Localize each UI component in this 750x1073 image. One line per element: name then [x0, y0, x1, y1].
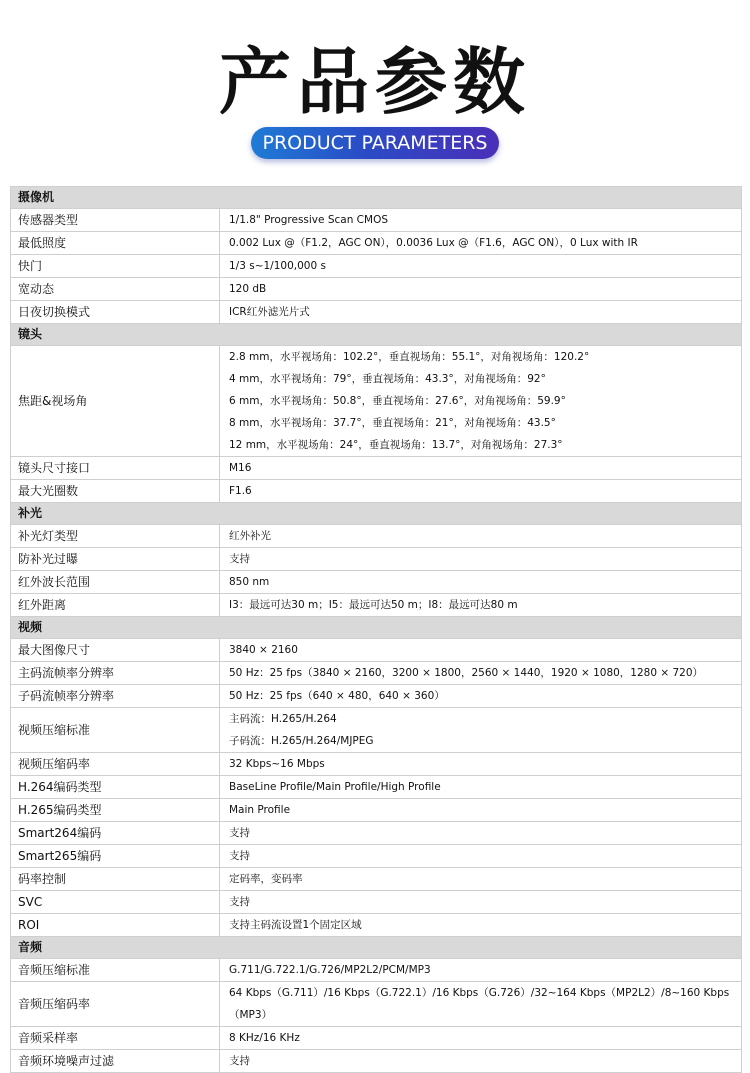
spec-value-line: 子码流：H.265/H.264/MJPEG — [229, 735, 374, 747]
spec-value: G.711/G.722.1/G.726/MP2L2/PCM/MP3 — [220, 959, 742, 982]
spec-value: 32 Kbps~16 Mbps — [220, 753, 742, 776]
spec-value: 8 KHz/16 KHz — [220, 1027, 742, 1050]
spec-value-line: 6 mm，水平视场角：50.8°，垂直视场角：27.6°，对角视场角：59.9° — [229, 395, 566, 407]
spec-value: 850 nm — [220, 571, 742, 594]
spec-row — [11, 799, 742, 822]
page-title: 产品参数 — [218, 40, 531, 124]
spec-value — [220, 346, 742, 457]
spec-value: 64 Kbps（G.711）/16 Kbps（G.722.1）/16 Kbps（G.726）/32~164 Kbps（MP2L2）/8~160 Kbps（MP3） — [220, 982, 742, 1027]
spec-row — [11, 232, 742, 255]
spec-value: 定码率，变码率 — [220, 868, 742, 891]
spec-label: 日夜切换模式 — [11, 301, 220, 324]
spec-value: 支持主码流设置1个固定区域 — [220, 914, 742, 937]
page-header — [0, 0, 750, 187]
spec-label: 最低照度 — [11, 232, 220, 255]
spec-label: 音频环境噪声过滤 — [11, 1050, 220, 1073]
spec-row — [11, 525, 742, 548]
spec-label: 最大光圈数 — [11, 480, 220, 503]
spec-value: 1/3 s~1/100,000 s — [220, 255, 742, 278]
section-title: 音频 — [11, 937, 742, 959]
section-title: 补光 — [11, 503, 742, 525]
spec-label: Smart264编码 — [11, 822, 220, 845]
spec-row — [11, 891, 742, 914]
spec-table-body — [11, 187, 742, 1073]
spec-value: 支持 — [220, 891, 742, 914]
spec-row — [11, 480, 742, 503]
spec-value: 支持 — [220, 1050, 742, 1073]
spec-label: H.265编码类型 — [11, 799, 220, 822]
spec-value-line: 8 mm，水平视场角：37.7°，垂直视场角：21°，对角视场角：43.5° — [229, 417, 556, 429]
spec-row — [11, 982, 742, 1027]
section-title: 镜头 — [11, 324, 742, 346]
spec-row — [11, 776, 742, 799]
spec-row — [11, 457, 742, 480]
section-title: 视频 — [11, 617, 742, 639]
spec-label: 焦距&视场角 — [11, 346, 220, 457]
spec-row — [11, 1050, 742, 1073]
spec-label: 视频压缩码率 — [11, 753, 220, 776]
spec-row — [11, 845, 742, 868]
section-header-row — [11, 324, 742, 346]
spec-row — [11, 914, 742, 937]
spec-label: Smart265编码 — [11, 845, 220, 868]
spec-row — [11, 639, 742, 662]
spec-label: ROI — [11, 914, 220, 937]
subtitle-wrap — [0, 127, 750, 159]
spec-row — [11, 868, 742, 891]
spec-value-line: 主码流：H.265/H.264 — [229, 713, 337, 725]
spec-value: M16 — [220, 457, 742, 480]
spec-row — [11, 662, 742, 685]
spec-row — [11, 301, 742, 324]
spec-value: I3：最远可达30 m；I5：最远可达50 m；I8：最远可达80 m — [220, 594, 742, 617]
section-title: 摄像机 — [11, 187, 742, 209]
spec-label: 红外波长范围 — [11, 571, 220, 594]
spec-row — [11, 753, 742, 776]
spec-row — [11, 594, 742, 617]
spec-label: 视频压缩标准 — [11, 708, 220, 753]
spec-value: 50 Hz：25 fps（3840 × 2160，3200 × 1800，2560 × 1440，1920 × 1080，1280 × 720） — [220, 662, 742, 685]
spec-label: 音频压缩码率 — [11, 982, 220, 1027]
spec-row — [11, 548, 742, 571]
spec-label: 码率控制 — [11, 868, 220, 891]
spec-label: 传感器类型 — [11, 209, 220, 232]
spec-value: Main Profile — [220, 799, 742, 822]
spec-value: 支持 — [220, 845, 742, 868]
spec-value: ICR红外滤光片式 — [220, 301, 742, 324]
spec-label: 音频采样率 — [11, 1027, 220, 1050]
section-header-row — [11, 617, 742, 639]
spec-row — [11, 822, 742, 845]
spec-label: 音频压缩标准 — [11, 959, 220, 982]
spec-label: SVC — [11, 891, 220, 914]
spec-label: 主码流帧率分辨率 — [11, 662, 220, 685]
spec-value: 支持 — [220, 822, 742, 845]
spec-value: 3840 × 2160 — [220, 639, 742, 662]
spec-label: 防补光过曝 — [11, 548, 220, 571]
spec-row — [11, 685, 742, 708]
spec-value: 红外补光 — [220, 525, 742, 548]
spec-row — [11, 346, 742, 457]
spec-table — [10, 186, 742, 1073]
spec-value-line: 12 mm，水平视场角：24°，垂直视场角：13.7°，对角视场角：27.3° — [229, 439, 563, 451]
spec-value: 120 dB — [220, 278, 742, 301]
spec-label: 红外距离 — [11, 594, 220, 617]
spec-value-line: 4 mm，水平视场角：79°，垂直视场角：43.3°，对角视场角：92° — [229, 373, 546, 385]
spec-value: 0.002 Lux @（F1.2，AGC ON），0.0036 Lux @（F1.6，AGC ON），0 Lux with IR — [220, 232, 742, 255]
spec-label: 镜头尺寸接口 — [11, 457, 220, 480]
spec-label: 宽动态 — [11, 278, 220, 301]
section-header-row — [11, 937, 742, 959]
spec-label: 快门 — [11, 255, 220, 278]
section-header-row — [11, 503, 742, 525]
spec-label: 子码流帧率分辨率 — [11, 685, 220, 708]
spec-row — [11, 571, 742, 594]
spec-row — [11, 959, 742, 982]
spec-value: BaseLine Profile/Main Profile/High Profile — [220, 776, 742, 799]
spec-row — [11, 255, 742, 278]
spec-value: 50 Hz：25 fps（640 × 480，640 × 360） — [220, 685, 742, 708]
spec-row — [11, 1027, 742, 1050]
page-subtitle-pill: PRODUCT PARAMETERS — [251, 127, 499, 159]
spec-row — [11, 278, 742, 301]
spec-value — [220, 708, 742, 753]
spec-label: 最大图像尺寸 — [11, 639, 220, 662]
spec-value: 1/1.8" Progressive Scan CMOS — [220, 209, 742, 232]
spec-row — [11, 209, 742, 232]
spec-value-line: 2.8 mm，水平视场角：102.2°，垂直视场角：55.1°，对角视场角：120.2° — [229, 351, 590, 363]
spec-label: H.264编码类型 — [11, 776, 220, 799]
spec-label: 补光灯类型 — [11, 525, 220, 548]
spec-value: 支持 — [220, 548, 742, 571]
section-header-row — [11, 187, 742, 209]
spec-value: F1.6 — [220, 480, 742, 503]
spec-row — [11, 708, 742, 753]
